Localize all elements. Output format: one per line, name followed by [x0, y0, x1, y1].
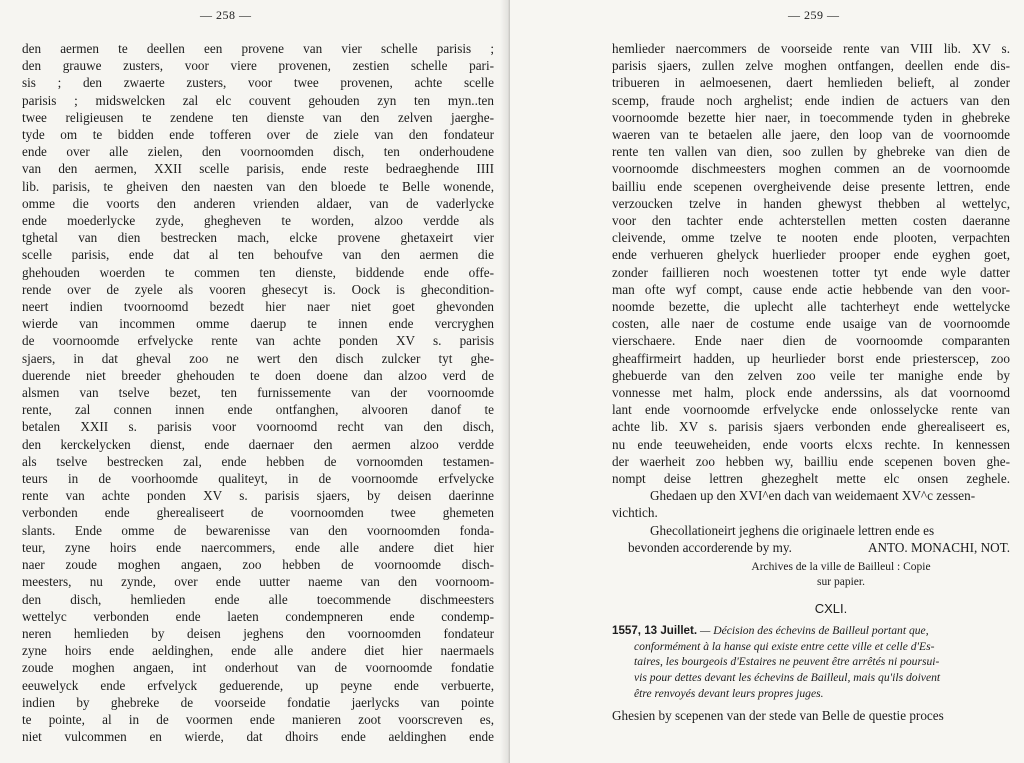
summary-lines — [612, 639, 1010, 701]
notary-name: ANTO. MONACHI, NOT. — [867, 539, 1010, 555]
text-line: ghehouden woerden te commen ten dienste, biddende ende offe- — [22, 264, 494, 280]
text-line: eeuwelyck ende erfvelyck geduerende, up peyne ende verbuerte, — [22, 677, 494, 693]
text-line: vierschaere. Ende naer dien de voornoomde comparanten — [612, 333, 1010, 349]
text-line: costen, alle naer de costume ende usaige van de voornoomde — [612, 316, 1010, 332]
text-line: tghetal van dien bestrecken mach, elcke provene ghetaxeirt vier — [22, 230, 494, 246]
text-line: achte lib. XV s. parisis sjaers verbonden ende gherealiseert es, — [612, 419, 1010, 435]
text-line: als tselve bestrecken zal, ende hebben de vornoomden testamen- — [22, 453, 494, 469]
text-line: parisis ; midswelcken zal elc couvent gehouden zyn ten myn..ten — [22, 92, 494, 108]
text-line: lib. parisis, te gheiven den naesten van den bloede te Belle wonende, — [22, 178, 494, 194]
text-line: vonnesse met halm, plock ende anderssins, als dat voornoomd — [612, 385, 1010, 401]
text-line: ende moederlycke zyde, ghegheven te worden, alzoo verdde als — [22, 213, 494, 229]
archive-source — [612, 560, 1010, 590]
text-line: bailliu ende scepenen overgheivende deise presente lettren, ende — [612, 178, 1010, 194]
text-line: neren hemlieden by deisen jeghens den voornoomden fondateur — [22, 625, 494, 641]
text-line: hemlieder naercommers de voorseide rente van VIII lib. XV s. — [612, 41, 1010, 56]
text-line: teurs in de voorhoomde qualiteyt, in de voornoomde erfvelycke — [22, 471, 494, 487]
summary-line: être renvoyés devant leurs propres juges. — [634, 686, 824, 700]
text-line: rende over de zyele als vooren ghesecyt is. Oock is ghecondition- — [22, 281, 494, 297]
text-line: vichtich. — [612, 505, 658, 521]
text-line: den aermen te deellen een provene van vier schelle parisis ; — [22, 41, 494, 56]
text-line: lant ende voornoomde erfvelycke ende onlosselycke rente van — [612, 402, 1010, 418]
text-line: duerende niet breeder ghehouden te doen doene dan alzoo verd de — [22, 367, 494, 383]
text-line: betalen XXII s. parisis voor voornoomd recht van den disch, — [22, 419, 494, 435]
text-line: den disch, hemlieden ende alle toecommende dischmeesters — [22, 591, 494, 607]
signature-text: bevonden accorderende by my. — [628, 539, 792, 555]
text-line: naer zoude moghen angaen, zoo hebben de voornoomde disch- — [22, 557, 494, 573]
text-line: voornoomde dischmeesters moghen commen an de voornoomde — [612, 161, 1010, 177]
summary-line: vis pour dettes devant les échevins de Bailleul, mais qu'ils doivent — [634, 671, 941, 685]
summary-line: taires, les bourgeois d'Estaires ne peuvent être arrêtés ni poursui- — [634, 655, 940, 669]
text-line: ghebuerde van den zelven zoo veile ter manighe ende by — [612, 367, 1010, 383]
text-line: gheaffirmeirt hadden, up heurlieder borst ende priesterscep, zoo — [612, 350, 1010, 366]
left-page — [0, 0, 508, 763]
text-line: ende over alle zielen, den voornoomden disch, ten onderhoudene — [22, 144, 494, 160]
summary-date: 1557, 13 Juillet. — [612, 624, 698, 638]
text-line: twee religieusen te zendene ten dienste van den zelven jaerghe- — [22, 109, 494, 125]
text-line: den kerckelycken dienst, ende daernaer den aermen alzoo verdde — [22, 436, 494, 452]
text-line: rente ten vallen van dien, soo zullen by ghebreke van dien de — [612, 144, 1010, 160]
text-line: rente, zal connen innen ende ontfanghen, alvooren danof te — [22, 402, 494, 418]
document-summary — [612, 623, 1010, 701]
text-line: meesters, nu zynde, over ende uutter naeme van den voornoom- — [22, 574, 494, 590]
archive-line-2: sur papier. — [817, 576, 865, 589]
signature-line — [612, 539, 1010, 556]
text-line: sjaers, in dat gheval zoo ne wert den disch zulcker tyt ghe- — [22, 350, 494, 366]
text-line: voor den tachter ende achterstellen metten costen daeranne — [612, 213, 1010, 229]
text-line: wierde van incommen omme daerup te innen ende vercryghen — [22, 316, 494, 332]
right-page-number: — 259 — — [788, 8, 840, 22]
text-line: sis ; den zwaerte zusters, voor twee provenen, achte scelle — [22, 75, 494, 91]
archive-line-1: Archives de la ville de Bailleul : Copie — [751, 561, 931, 574]
text-line: alsmen van tselve bezet, ten furnissemente van der voornoomde — [22, 385, 494, 401]
text-line: nu ende teeuweheiden, ende voorts elcxs rechte. In kennessen — [612, 436, 1010, 452]
text-line: zyne hoirs ende aeldinghen, ende alle andere diet hier naermaels — [22, 643, 494, 659]
document-number: CXLI. — [814, 601, 848, 617]
text-line: indien by ghebreke de voorseide fondatie jaerlycks van pointe — [22, 694, 494, 710]
text-line: te pointe, al in de voormen ende manieren zoot voorscreven es, — [22, 711, 494, 727]
text-line: parisis sjaers, zullen zelve moghen ontfangen, deellen ende dis- — [612, 58, 1010, 74]
text-line: nompt deise lettren ghezeghelt mette elc onsen zeghele. — [612, 471, 1010, 487]
text-line: de voornoomde erfvelycke rente van achte ponden XV s. parisis — [22, 333, 494, 349]
text-line: niet vulcommen en wierde, dat dhoirs ende aeldinghen ende — [22, 729, 494, 745]
text-line: zonder faillieren noch woestenen totter tyt ende wyle datter — [612, 264, 1010, 280]
text-line: ende verhueren ghelyck huerlieder prooper ende eyghen goet, — [612, 247, 1010, 263]
text-line: omme die voorts den anderen vrienden aldaer, van de vaderlycke — [22, 195, 494, 211]
text-line: van den aermen, XXII scelle parisis, ende reste bedraeghende IIII — [22, 161, 494, 177]
text-line: teur, zyne hoirs ende naercommers, ende alle andere diet hier — [22, 539, 494, 555]
left-page-number: — 258 — — [200, 8, 252, 22]
text-line: der waerheit zoo hebben wy, bailliu ende scepenen boven ghe- — [612, 453, 1010, 469]
text-line: Ghedaen up den XVI^en dach van weidemaent XV^c zessen- — [650, 488, 976, 504]
summary-line: conformément à la hanse qui existe entre cette ville et celle d'Es- — [634, 639, 935, 653]
right-page-body — [612, 40, 1010, 724]
text-line: zoude moghen angaen, int onderhout van de voornoomde fondatie — [22, 660, 494, 676]
text-line: tyde om te bidden ende tofferen over de ziele van den fondateur — [22, 127, 494, 143]
final-line: Ghesien by scepenen van der stede van Belle de questie proces — [612, 708, 944, 724]
text-line: cleivende, omme tzelve te nooten ende plooten, verpachten — [612, 230, 1010, 246]
text-line: waeren van te betaelen alle jaere, den loop van de voornoomde — [612, 127, 1010, 143]
right-page — [510, 0, 1024, 763]
text-line: slants. Ende omme de bewarenisse van den voornoomden fonda- — [22, 522, 494, 538]
text-line: verbonden ende gherealiseert de voornoomden twee ghemeten — [22, 505, 494, 521]
text-line: verzoucken tzelve in handen ghewyst thebben al wettelyc, — [612, 195, 1010, 211]
text-line: den grauwe zusters, voor viere provenen, zestien schelle pari- — [22, 58, 494, 74]
text-line: scemp, fraude noch arghelist; ende indien de actuers van den — [612, 92, 1010, 108]
text-line: neert indien tvoornoomd bezedt hier naer niet goet ghevonden — [22, 299, 494, 315]
text-line: man ofte wyf compt, cause ende actie hebbende van den voor- — [612, 281, 1010, 297]
summary-first-line: — Décision des échevins de Bailleul portant que, — [699, 624, 929, 638]
collation-line: Ghecollationeirt jeghens die originaele lettren ende es — [650, 522, 935, 538]
text-line: rente van achte ponden XV s. parisis sjaers, by deisen daerinne — [22, 488, 494, 504]
left-page-body — [22, 40, 494, 745]
text-line: tribueren in aelmoesenen, daert hemlieden belieft, al zonder — [612, 75, 1010, 91]
text-line: wettelyc verbonden ende laeten condempneren ende condemp- — [22, 608, 494, 624]
text-line: voornoomde bezette hier naer, in toecommende tyden in ghebreke — [612, 109, 1010, 125]
right-page-text — [612, 40, 1010, 522]
text-line: scelle parisis, ende dat al ten behoufve van den aermen die — [22, 247, 494, 263]
text-line: noomde bezette, die uplecht alle tachterheyt ende wettelycke — [612, 299, 1010, 315]
